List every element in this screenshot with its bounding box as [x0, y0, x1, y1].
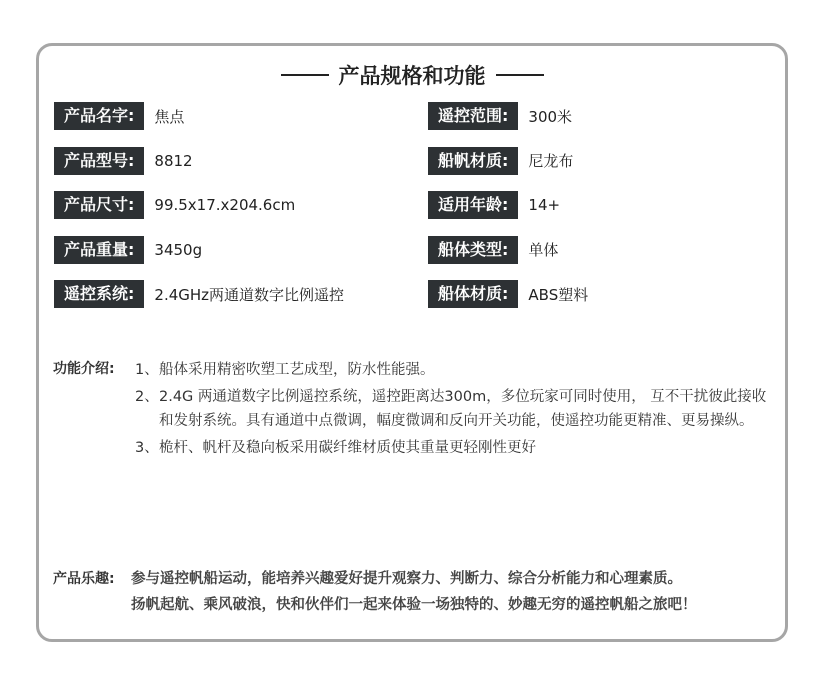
- spec-row-age: [428, 191, 588, 219]
- feature-text: 桅杆、帆杆及稳向板采用碳纤维材质使其重量更轻刚性更好: [159, 440, 536, 456]
- spec-row-range: [428, 102, 588, 130]
- spec-value: 单体: [528, 241, 559, 259]
- fun-line-2: 扬帆起航、乘风破浪，快和伙伴们一起来体验一场独特的、妙趣无穷的遥控帆船之旅吧！: [131, 597, 697, 613]
- spec-label: 产品名字:: [54, 102, 144, 130]
- spec-label: 产品尺寸:: [54, 191, 144, 219]
- fun-text: [131, 566, 771, 618]
- spec-value: 14+: [528, 196, 561, 214]
- fun-label: 产品乐趣:: [53, 571, 115, 587]
- spec-label: 产品重量:: [54, 236, 144, 264]
- title-line-left: [281, 74, 329, 76]
- spec-label: 遥控范围:: [428, 102, 518, 130]
- list-item: [135, 436, 780, 460]
- spec-label: 船体类型:: [428, 236, 518, 264]
- spec-label: 适用年龄:: [428, 191, 518, 219]
- spec-row-remote-system: [54, 280, 344, 308]
- title-text: 产品规格和功能: [338, 64, 486, 88]
- spec-value: 尼龙布: [528, 152, 574, 170]
- spec-value: ABS塑料: [528, 285, 589, 304]
- feature-number: 2、: [135, 389, 159, 405]
- spec-value: 2.4GHz两通道数字比例遥控: [154, 285, 345, 304]
- spec-value: 焦点: [154, 107, 185, 126]
- spec-label: 遥控系统:: [54, 280, 144, 308]
- feature-number: 1、: [135, 362, 159, 378]
- spec-row-sail-material: [428, 147, 588, 175]
- spec-card: [36, 43, 788, 642]
- spec-row-model: [54, 147, 344, 175]
- spec-label: 产品型号:: [54, 147, 144, 175]
- title-line-right: [496, 74, 544, 76]
- features-list: [135, 358, 780, 463]
- feature-text: 2.4G 两通道数字比例遥控系统，遥控距离达300m，多位玩家可同时使用， 互不干扰彼此接收和发射系统。具有通道中点微调，幅度微调和反向开关功能，使遥控功能更精准、更易操纵。: [159, 389, 767, 429]
- list-item: [135, 358, 780, 382]
- spec-row-size: [54, 191, 344, 219]
- spec-value: 300米: [528, 107, 573, 126]
- spec-label: 船体材质:: [428, 280, 518, 308]
- spec-column-left: [54, 102, 344, 325]
- spec-row-weight: [54, 236, 344, 264]
- spec-value: 8812: [154, 151, 193, 170]
- features-label: 功能介绍:: [53, 361, 115, 377]
- list-item: [135, 385, 780, 433]
- feature-number: 3、: [135, 440, 159, 456]
- spec-value: 99.5x17.x204.6cm: [154, 196, 296, 214]
- spec-row-hull-type: [428, 236, 588, 264]
- section-title: [39, 60, 785, 90]
- spec-value: 3450g: [154, 240, 203, 259]
- feature-text: 船体采用精密吹塑工艺成型，防水性能强。: [159, 362, 435, 378]
- spec-row-hull-material: [428, 280, 588, 308]
- fun-line-1: 参与遥控帆船运动，能培养兴趣爱好提升观察力、判断力、综合分析能力和心理素质。: [131, 571, 682, 587]
- spec-row-name: [54, 102, 344, 130]
- spec-column-right: [428, 102, 588, 325]
- spec-label: 船帆材质:: [428, 147, 518, 175]
